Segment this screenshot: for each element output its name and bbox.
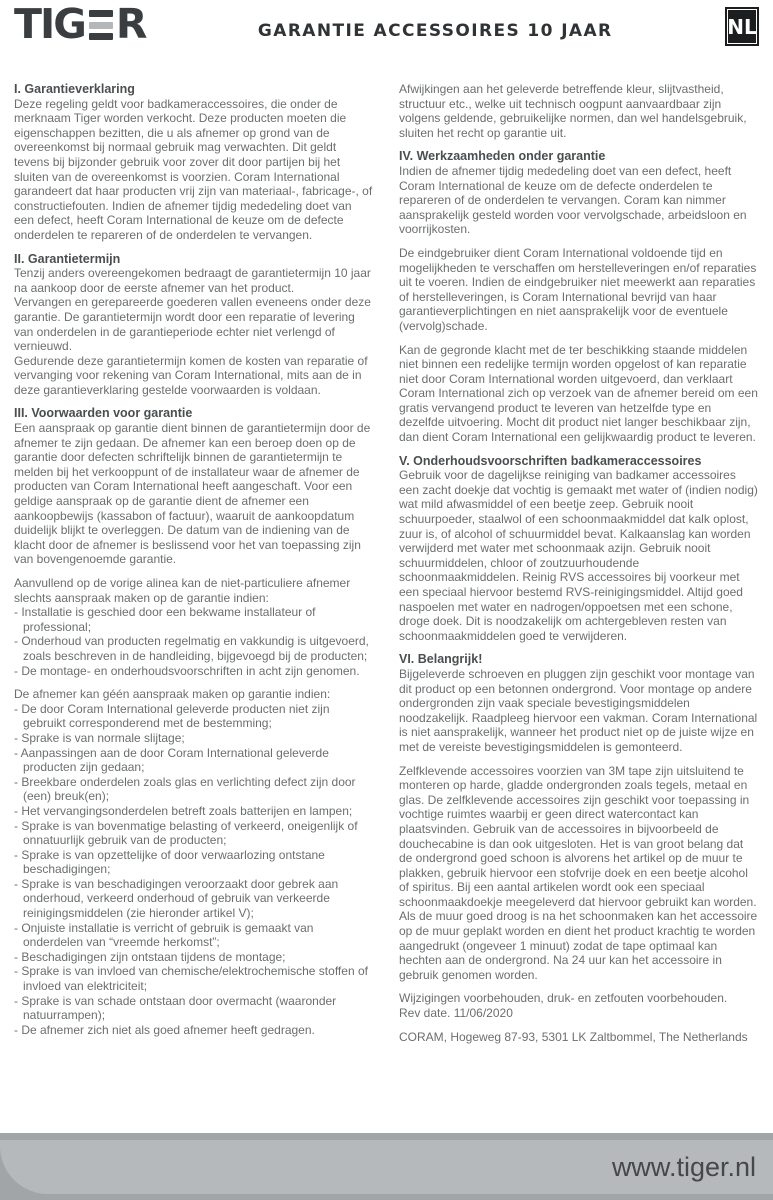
- paragraph: Zelfklevende accessoires voorzien van 3M tape zijn uitsluitend te monteren op harde, gladde ondergronden zoals tegels, metaal en glas. De zelfklevende accessoires zijn geschikt voor toepassing in vochtige ruimtes waarbij er geen direct watercontact kan plaatsvinden. Gebruik van de accessoires in bijvoorbeeld de douchecabine is dan ook uitgesloten. Het is van groot belang dat de ondergrond goed schoon is alvorens het artikel op de muur te plakken, gebruik hiervoor een stofvrije doek en een beetje alcohol of spiritus. Bij een aantal artikelen wordt ook een speciaal schoonmaakdoekje meegeleverd dat hiervoor gebruikt kan worden. Als de muur goed droog is na het schoonmaken kan het accessoire op de muur geplakt worden en dient het product krachtig te worden aangedrukt (ongeveer 1 minuut) zodat de tape optimaal kan hechten aan de ondergrond. Na 24 uur kan het accessoire in gebruik genomen worden.: [399, 763, 758, 982]
- bullet-list: [14, 702, 373, 1038]
- text-column: [399, 82, 758, 1053]
- paragraph: Aanvullend op de vorige alinea kan de niet-particuliere afnemer slechts aanspraak maken op de garantie indien:: [14, 576, 351, 605]
- bullet-list: [14, 605, 373, 678]
- paragraph: De afnemer kan géén aanspraak maken op garantie indien:: [14, 687, 331, 702]
- paragraph: Gebruik voor de dagelijkse reiniging van badkamer accessoires een zacht doekje dat vochtig is gemaakt met water of (indien nodig) wat mild afwasmiddel of een beetje zeep. Gebruik nooit schuurpoeder, staalwol of een schoonmaakmiddel dat kalk oplost, zuur is, of alcohol of schuurmiddel bevat. Kalkaanslag kan worden verwijderd met water met schoonmaak azijn. Gebruik nooit schuurmiddelen, chloor of zoutzuurhoudende schoonmaakmiddelen. Reinig RVS accessoires bij voorkeur met een speciaal hiervoor bestemd RVS-reinigingsmiddel. Altijd goed naspoelen met water en nadrogen/oppoetsen met een schone, droge doek. Dit is noodzakelijk om achtergebleven resten van schoonmaakmiddelen goed te verwijderen.: [399, 468, 758, 643]
- list-item: - Sprake is van normale slijtage;: [14, 730, 185, 745]
- section-heading: IV. Werkzaamheden onder garantie: [399, 149, 606, 164]
- paragraph: Deze regeling geldt voor badkameraccessoires, die onder de merknaam Tiger worden verkocht. Deze producten moeten die eigenschappen bezitten, die u als afnemer op grond van de overeenkomst bij normaal gebruik mag verwachten. Dit geldt tevens bij bijzonder gebruik voor zover dit door partijen bij het sluiten van de overeenkomst is voorzien. Coram International garandeert dat haar producten vrij zijn van materiaal-, fabricage-, of constructiefouten. Indien de afnemer tijdig mededeling doet van een defect, heeft Coram International de keuze om de defecte onderdelen te repareren of de onderdelen te vervangen.: [14, 96, 373, 242]
- section-heading: I. Garantieverklaring: [14, 82, 135, 96]
- logo-text-right: R: [115, 0, 146, 48]
- paragraph: Een aanspraak op garantie dient binnen de garantietermijn door de afnemer te zijn gedaan. De afnemer kan een beroep doen op de garantie door defecten schriftelijk binnen de garantietermijn te melden bij het verkooppunt of de installateur waar de afnemer de producten van Coram International heeft aangeschaft. Voor een geldige aanspraak op de garantie dient de afnemer een aankoopbewijs (kassabon of factuur), waaruit de aankoopdatum duidelijk blijkt te overleggen. De datum van de indiening van de klacht door de afnemer is beslissend voor het van toepassing zijn van bovengenoemde garantie.: [14, 421, 371, 567]
- list-item: - Breekbare onderdelen zoals glas en verlichting defect zijn door (een) breuk(en);: [14, 774, 356, 804]
- document-header: [0, 0, 773, 58]
- paragraph: De eindgebruiker dient Coram International voldoende tijd en mogelijkheden te verschaffen om herstelleveringen en/of reparaties uit te voeren. Indien de eindgebruiker niet meewerkt aan reparaties of herstelleveringen, is Coram International bevrijd van haar garantieverplichtingen en niet aansprakelijk voor de eventuele (vervolg)schade.: [399, 245, 757, 333]
- list-item: - Sprake is van bovenmatige belasting of verkeerd, oneigenlijk of onnatuurlijk gebruik van de producten;: [14, 818, 358, 848]
- paragraph: Gedurende deze garantietermijn komen de kosten van reparatie of vervanging voor rekening van Coram International, mits aan de in deze garantieverklaring gestelde voorwaarden is voldaan.: [14, 353, 368, 397]
- paragraph: Bijgeleverde schroeven en pluggen zijn geschikt voor montage van dit product op een betonnen ondergrond. Voor montage op andere ondergronden zijn vaak speciale bevestigingsmiddelen noodzakelijk. Raadpleeg hiervoor een vakman. Coram International is niet aansprakelijk, wanneer het product niet op de juiste wijze en met de vereiste bevestigingsmiddelen is gemonteerd.: [399, 666, 758, 754]
- section-heading: III. Voorwaarden voor garantie: [14, 406, 193, 421]
- paragraph: Indien de afnemer tijdig mededeling doet van een defect, heeft Coram International de keuze om de defecte onderdelen te repareren of de onderdelen te vervangen. Coram kan nimmer aansprakelijk gesteld worden voor vervolgschade, arbeidsloon en voorrijkosten.: [399, 163, 747, 237]
- list-item: - De door Coram International geleverde producten niet zijn gebruikt corresponderend met de bestemming;: [14, 701, 330, 731]
- section-heading: VI. Belangrijk!: [399, 652, 483, 667]
- list-item: - Sprake is van beschadigingen veroorzaakt door gebrek aan onderhoud, verkeerd onderhoud of gebruik van verkeerde reinigingsmiddelen (zie hieronder artikel V);: [14, 876, 339, 921]
- paragraph: CORAM, Hogeweg 87-93, 5301 LK Zaltbommel, The Netherlands: [399, 1029, 748, 1044]
- page-title: GARANTIE ACCESSOIRES 10 JAAR: [257, 21, 613, 41]
- document-body: [0, 58, 773, 1053]
- paragraph: Tenzij anders overeengekomen bedraagt de garantietermijn 10 jaar na aankoop door de eerste afnemer van het product.: [14, 266, 371, 295]
- footer-bar: [0, 1140, 773, 1194]
- list-item: - Het vervangingsonderdelen betreft zoals batterijen en lampen;: [14, 803, 353, 818]
- list-item: - Sprake is van opzettelijke of door verwaarlozing ontstane beschadigingen;: [14, 847, 325, 877]
- list-item: - Sprake is van invloed van chemische/elektrochemische stoffen of invloed van elektriciteit;: [14, 964, 368, 994]
- list-item: - De afnemer zich niet als goed afnemer heeft gedragen.: [14, 1022, 315, 1037]
- list-item: - Onderhoud van producten regelmatig en vakkundig is uitgevoerd, zoals beschreven in de handleiding, bijgevoegd bij de producten;: [14, 634, 369, 663]
- logo-text-left: TIG: [14, 0, 85, 48]
- list-item: - Onjuiste installatie is verricht of gebruik is gemaakt van onderdelen van “vreemde herkomst”;: [14, 920, 314, 950]
- list-item: - Sprake is van schade ontstaan door overmacht (waaronder natuurrampen);: [14, 993, 337, 1023]
- paragraph: Wijzigingen voorbehouden, druk- en zetfouten voorbehouden.: [399, 991, 728, 1006]
- text-column: [14, 82, 373, 1053]
- paragraph: Rev date. 11/06/2020: [399, 1006, 513, 1021]
- list-item: - Beschadigingen zijn ontstaan tijdens de montage;: [14, 949, 286, 964]
- list-item: - Aanpassingen aan de door Coram International geleverde producten zijn gedaan;: [14, 745, 329, 775]
- logo-stylized-e-icon: [89, 10, 113, 40]
- paragraph: Kan de gegronde klacht met de ter beschikking staande middelen niet binnen een redelijke termijn worden opgelost of kan reparatie niet door Coram International worden uitgevoerd, dan verklaart Coram International zich op verzoek van de afnemer bereid om een gratis vervangend product te leveren van hetzelfde type en dezelfde uitvoering. Mocht dit product niet langer beschikbaar zijn, dan dient Coram International een gelijkwaardig product te leveren.: [399, 342, 758, 445]
- list-item: - Installatie is geschied door een bekwame installateur of professional;: [14, 605, 316, 634]
- tiger-logo: [14, 0, 146, 48]
- paragraph: Afwijkingen aan het geleverde betreffende kleur, slijtvastheid, structuur etc., welke uit technisch oogpunt aanvaardbaar zijn volgens geldende, gebruikelijke normen, dan wel handelsgebruik, sluiten het recht op garantie uit.: [399, 82, 747, 140]
- list-item: - De montage- en onderhoudsvoorschriften in acht zijn genomen.: [14, 663, 360, 678]
- language-badge: NL: [725, 7, 759, 46]
- website-url: www.tiger.nl: [611, 1151, 756, 1182]
- section-heading: V. Onderhoudsvoorschriften badkameraccessoires: [399, 453, 702, 468]
- paragraph: Vervangen en gerepareerde goederen vallen eveneens onder deze garantie. De garantietermijn wordt door een reparatie of levering van onderdelen in de garantieperiode echter niet verlengd of vernieuwd.: [14, 295, 371, 354]
- footer-band: [0, 1133, 773, 1200]
- section-heading: II. Garantietermijn: [14, 251, 121, 266]
